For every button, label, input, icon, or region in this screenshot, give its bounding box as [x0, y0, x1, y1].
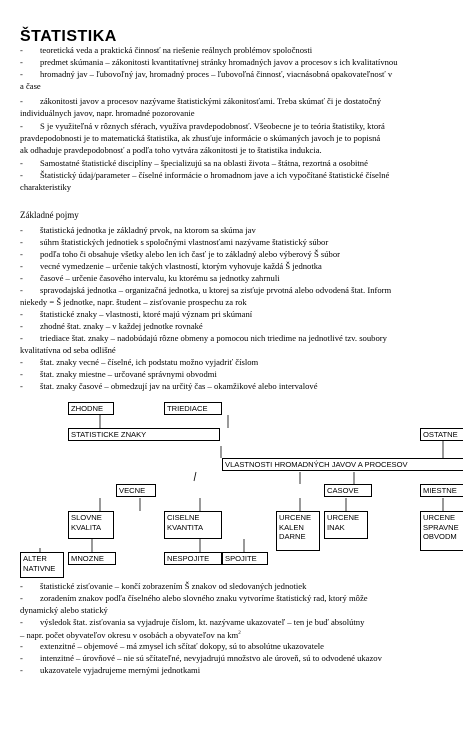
list-item: - súhrn štatistických jednotiek s spoločnými vlastnosťami nazývame štatistický súbor [20, 237, 329, 247]
diagram-node-casove: CASOVE [324, 484, 372, 497]
list-item: - teoretická veda a praktická činnosť na riešenie reálnych problémov spoločnosti [20, 45, 313, 55]
page-title: ŠTATISTIKA [20, 28, 117, 45]
list-item-continuation: pravdepodobnosti je to matematická štatistika, ak zhusťuje informácie o skúmaných javoch je to popisná [20, 133, 381, 143]
diagram-node-spojite: SPOJITE [222, 552, 268, 565]
list-item: - výsledok štat. zisťovania sa vyjadruje číslom, kt. nazývame ukazovateľ – ten je buď absolútny [20, 617, 365, 627]
diagram-node-urcene-kalendarne: URCENE KALEN DARNE [276, 511, 320, 551]
diagram-node-nespojite: NESPOJITE [164, 552, 222, 565]
list-item: - intenzitné – úrovňové – nie sú sčítateľné, nevyjadrujú množstvo ale úroveň, sú to odvodené ukazov [20, 653, 382, 663]
list-item-continuation: a čase [20, 81, 41, 91]
list-item: - zoradením znakov podľa číselného alebo slovného znaku vytvoríme štatistický rad, ktorý môže [20, 593, 368, 603]
diagram-node-zhodne: ZHODNE [68, 402, 114, 415]
list-item: - ukazovatele vyjadrujeme mernými jednotkami [20, 665, 201, 675]
diagram-node-ostatne: OSTATNE [420, 428, 463, 441]
diagram-node-urcene-spravne: URCENE SPRAVNE OBVODM [420, 511, 463, 551]
list-item-continuation: niekedy = Š jednotke, napr. študent – zisťovanie prospechu za rok [20, 297, 247, 307]
list-item: - štat. znaky miestne – určované správnymi obvodmi [20, 369, 217, 379]
diagram-node-statisticke-znaky: STATISTICKE ZNAKY [68, 428, 220, 441]
section-heading: Základné pojmy [20, 210, 79, 220]
diagram-node-ciselne-kvantita: CISELNE KVANTITA [164, 511, 222, 539]
list-item: - štat. znaky časové – obmedzují jav na určitý čas – okamžikové alebo intervalové [20, 381, 318, 391]
list-item-continuation: individuálnych javov, napr. hromadné pozorovanie [20, 108, 195, 118]
list-item: - predmet skúmania – zákonitosti kvantitatívnej stránky hromadných javov a procesov s ich kvalitatívnou [20, 57, 398, 67]
list-item: - štatistická jednotka je základný prvok, na ktorom sa skúma jav [20, 225, 256, 235]
list-item: - triediace štat. znaky – nadobúdajú rôzne obmeny a pomocou nich triedime na jednotlivé tzv. soubory [20, 333, 387, 343]
diagram-node-vlastnosti: VLASTNOSTI HROMADNÝCH JAVOV A PROCESOV [222, 458, 463, 471]
diagram-node-alternativne: ALTER NATIVNE [20, 552, 64, 578]
list-item: - Štatistický údaj/parameter – číselné informácie o hromadnom jave a ich vypočítané štatistické číselné [20, 170, 390, 180]
list-item-continuation: dynamický alebo statický [20, 605, 108, 615]
diagram-node-triediace: TRIEDIACE [164, 402, 222, 415]
list-item: - Samostatné štatistické disciplíny – špecializujú sa na oblasti života – štátna, rezortná a osobitné [20, 158, 368, 168]
list-item-continuation: charakteristiky [20, 182, 72, 192]
list-item: - vecné vymedzenie – určenie takých vlastností, ktorým vyhovuje každá Š jednotka [20, 261, 322, 271]
superscript-2: 2 [238, 631, 241, 636]
list-item-continuation: kvalitatívna od seba odlišné [20, 345, 116, 355]
list-item-continuation: ak odhaduje pravdepodobnosť a podľa toho vytvára zákonitosti je to štatistika indukcia. [20, 145, 322, 155]
diagram-node-miestne: MIESTNE [420, 484, 463, 497]
list-item: - hromadný jav – ľubovoľný jav, hromadný proces – ľubovoľná činnosť, viacnásobná opakovateľnosť v [20, 69, 393, 79]
diagram-node-urcene-inak: URCENE INAK [324, 511, 368, 539]
diagram-node-slovne-kvalita: SLOVNE KVALITA [68, 511, 114, 539]
diagram-node-mnozne: MNOZNE [68, 552, 116, 565]
list-item: - podľa toho či obsahuje všetky alebo len ich časť je to základný alebo výberový Š súbor [20, 249, 340, 259]
diagram-node-vecne: VECNE [116, 484, 156, 497]
list-item: - štatistické znaky – vlastnosti, ktoré majú význam pri skúmaní [20, 309, 253, 319]
list-item: - štat. znaky vecné – číselné, ich podstatu možno vyjadriť číslom [20, 357, 259, 367]
list-item: - časové – určenie časového intervalu, ku ktorému sa jednotky zahrnuli [20, 273, 280, 283]
list-item: - štatistické zisťovanie – končí zobrazením Š znakov od sledovaných jednotiek [20, 581, 307, 591]
list-item: - zhodné štat. znaky – v každej jednotke rovnaké [20, 321, 203, 331]
list-item: - zákonitosti javov a procesov nazývame štatistickými zákonitosťami. Treba skúmať či je dostatočný [20, 96, 381, 106]
list-item: - spravodajská jednotka – organizačná jednotka, u ktorej sa zisťuje prvotná alebo odvodená štat. Inform [20, 285, 392, 295]
list-item: - extenzitné – objemové – má zmysel ich sčítať dokopy, sú to absolútne ukazovatele [20, 641, 325, 651]
list-item-continuation: – napr. počet obyvateľov okresu v osobách a obyvateľov na $km^2$ [20, 629, 241, 640]
list-item: - S je využiteľná v rôznych sférach, využíva pravdepodobnosť. Všeobecne je to teória štatistiky, ktorá [20, 121, 385, 131]
